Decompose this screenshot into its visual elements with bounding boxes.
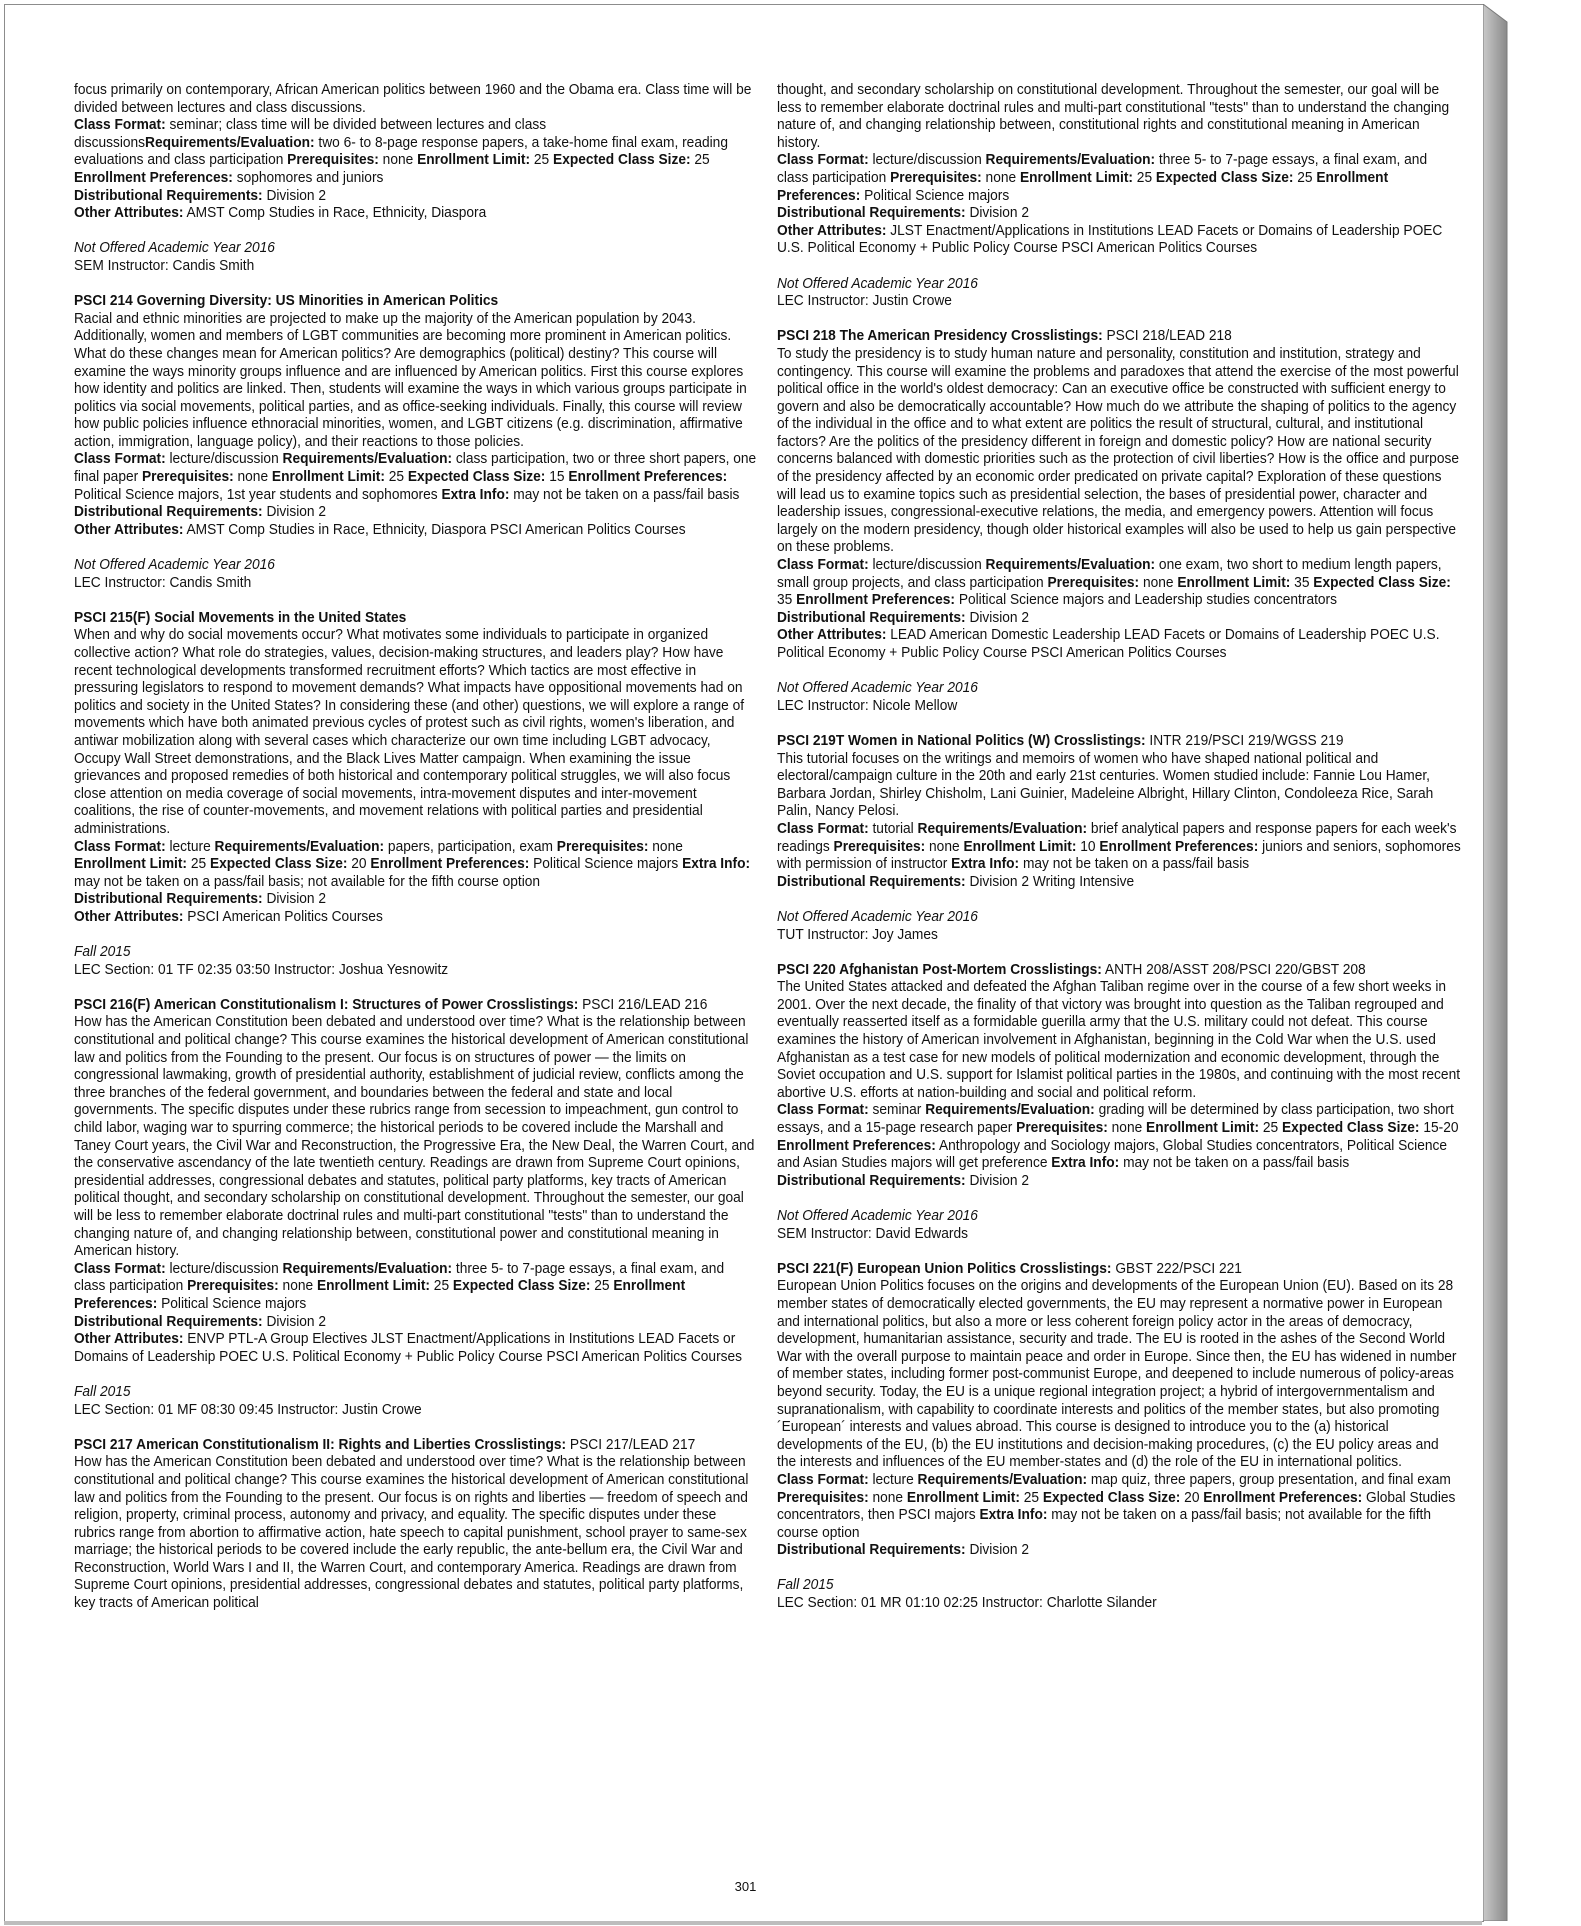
detail-label: Enrollment Limit: — [1146, 1119, 1260, 1137]
detail-value: three 5- to 7-page essays, a final exam, and class participation — [777, 151, 1428, 186]
course-details — [777, 873, 1461, 891]
detail-label: Distributional Requirements: — [777, 1171, 966, 1189]
detail-value: map quiz, three papers, group presentation, and final exam — [1087, 1470, 1451, 1488]
term-note — [777, 908, 1461, 926]
course-details — [777, 609, 1461, 627]
detail-value: 25 — [1259, 1119, 1283, 1137]
course-details — [777, 204, 1461, 222]
detail-value: JLST Enactment/Applications in Institutions LEAD Facets or Domains of Leadership POEC U.S. Political Economy + Public Policy Course PSCI American Politics Courses — [777, 221, 1443, 257]
detail-value: sophomores and juniors — [232, 168, 384, 186]
detail-value: 25 — [590, 1277, 614, 1295]
detail-label: Prerequisites: — [287, 151, 379, 169]
detail-value: 10 — [1076, 837, 1100, 855]
detail-label: Other Attributes: — [777, 221, 887, 239]
body-text: How has the American Constitution been debated and understood over time? What is the relationship between constitutional and political change? This course examines the historical development of American constitutional law and politics from the Founding to the present. Our focus is on rights and liberties — freedom of speech and religion, property, criminal process, autonomy and privacy, and equality. The specific disputes under these rubrics range from abortion to affirmative action, hate speech to capital punishment, school prayer to same-sex marriage; the historical periods to be covered include the early republic, the ante-bellum era, the Civil War and Reconstruction, World Wars I and II, the Warren Court, and contemporary America. Readings are drawn from Supreme Court opinions, presidential addresses, congressional debates and statutes, political party platforms, key tracts of American political — [74, 1453, 749, 1612]
detail-value: 25 — [384, 468, 408, 486]
term-text: Not Offered Academic Year 2016 — [777, 907, 978, 925]
detail-value: may not be taken on a pass/fail basis — [1119, 1154, 1350, 1172]
term-text: Fall 2015 — [74, 1382, 131, 1400]
detail-label: Other Attributes: — [74, 204, 184, 222]
detail-label: Extra Info: — [1051, 1154, 1120, 1172]
course-details — [777, 820, 1461, 873]
detail-value: AMST Comp Studies in Race, Ethnicity, Diaspora — [183, 204, 487, 222]
detail-value: none — [868, 1488, 907, 1506]
spacer — [777, 257, 1461, 275]
term-text: Fall 2015 — [74, 943, 131, 961]
course-details — [777, 1101, 1461, 1171]
detail-label: Enrollment Limit: — [963, 837, 1077, 855]
detail-value: lecture/discussion — [868, 151, 986, 169]
crosslisting-value: INTR 219/PSCI 219/WGSS 219 — [1145, 731, 1344, 749]
detail-value: none — [233, 468, 272, 486]
body-text: SEM Instructor: David Edwards — [777, 1224, 968, 1242]
detail-label: Expected Class Size: — [1313, 573, 1451, 591]
detail-value: 25 — [187, 855, 210, 873]
body-text: LEC Section: 01 MF 08:30 09:45 Instructor: Justin Crowe — [74, 1400, 422, 1418]
detail-value: 25 — [1132, 168, 1156, 186]
detail-label: Prerequisites: — [1047, 573, 1140, 591]
detail-label: Other Attributes: — [74, 520, 184, 538]
spacer — [777, 1559, 1461, 1577]
spacer — [777, 890, 1461, 908]
body-text: LEC Instructor: Candis Smith — [74, 573, 252, 591]
course-details — [777, 151, 1461, 204]
detail-label: Enrollment Preferences: — [777, 1136, 936, 1154]
detail-value: Division 2 — [965, 204, 1030, 222]
course-title-text: PSCI 219T Women in National Politics (W) Crosslistings: — [777, 731, 1146, 749]
course-details — [74, 521, 758, 539]
detail-value: none — [378, 151, 418, 169]
course-title — [777, 961, 1461, 979]
crosslisting-value: GBST 222/PSCI 221 — [1111, 1259, 1242, 1277]
course-title — [777, 732, 1461, 750]
detail-value: seminar — [868, 1101, 926, 1119]
body-text: LEC Instructor: Justin Crowe — [777, 292, 952, 310]
detail-value: 25 — [1019, 1488, 1043, 1506]
spacer — [777, 943, 1461, 961]
crosslisting-value: PSCI 216/LEAD 216 — [578, 995, 708, 1013]
detail-label: Expected Class Size: — [1282, 1119, 1420, 1137]
detail-value: Division 2 — [965, 1541, 1030, 1559]
course-title-text: PSCI 218 The American Presidency Crosslistings: — [777, 327, 1103, 345]
detail-value: Anthropology and Sociology majors, Global Studies concentrators, Political Science and Asian Studies majors will get preference — [777, 1136, 1448, 1172]
course-details — [74, 890, 758, 908]
course-title — [74, 609, 758, 627]
detail-value: tutorial — [868, 819, 918, 837]
detail-label: Other Attributes: — [74, 907, 184, 925]
detail-value: lecture — [868, 1470, 918, 1488]
detail-label: Enrollment Preferences: — [568, 468, 728, 486]
detail-value: Division 2 Writing Intensive — [965, 872, 1135, 890]
term-note — [777, 679, 1461, 697]
spacer — [777, 1189, 1461, 1207]
detail-value: PSCI American Politics Courses — [183, 907, 383, 925]
course-details — [74, 503, 758, 521]
detail-label: Enrollment Limit: — [417, 151, 531, 169]
crosslisting-value: PSCI 218/LEAD 218 — [1102, 327, 1232, 345]
term-note — [777, 275, 1461, 293]
detail-label: Enrollment Limit: — [1019, 168, 1133, 186]
term-note — [74, 943, 758, 961]
detail-label: Enrollment Limit: — [906, 1488, 1020, 1506]
detail-label: Enrollment Preferences: — [796, 591, 956, 609]
detail-value: Political Science majors, 1st year students and sophomores — [74, 485, 442, 503]
detail-value: one exam, two short to medium length papers, small group projects, and class participation — [777, 556, 1442, 591]
detail-value: none — [925, 837, 964, 855]
page-number: 301 — [734, 1879, 757, 1894]
spacer — [777, 662, 1461, 680]
course-details — [777, 1172, 1461, 1190]
body-text: Racial and ethnic minorities are projected to make up the majority of the American population by 2043. Additionally, women and members of LGBT communities are becoming more prominent in American politics. What do these changes mean for American politics? Are demographics (political) destiny? This course will examine the ways minority groups influence and are influenced by American politics. First this course explores how identity and politics are linked. Then, students will examine the ways in which various groups participate in politics via social movements, political parties, and as office-seeking individuals. Finally, this course will review how public policies influence ethnoracial minorities, women, and LGBT citizens (e.g. discrimination, affirmative action, immigration, language policy), and their reactions to those policies. — [74, 309, 747, 450]
detail-label: Requirements/Evaluation: — [985, 151, 1156, 169]
detail-value: 35 — [777, 591, 797, 609]
detail-label: Enrollment Preferences: — [1203, 1488, 1363, 1506]
detail-value: Division 2 — [965, 608, 1030, 626]
course-details — [74, 1313, 758, 1331]
detail-value: none — [1107, 1119, 1147, 1137]
detail-label: Expected Class Size: — [1042, 1488, 1181, 1506]
detail-label: Prerequisites: — [142, 468, 234, 486]
course-title-text: PSCI 220 Afghanistan Post-Mortem Crosslistings: — [777, 960, 1102, 978]
spacer — [74, 1365, 758, 1383]
detail-value: Division 2 — [262, 186, 327, 204]
detail-value: none — [648, 837, 683, 855]
body-text: LEC Section: 01 MR 01:10 02:25 Instructor: Charlotte Silander — [777, 1594, 1157, 1612]
detail-label: Requirements/Evaluation: — [145, 133, 315, 151]
page-shadow-right — [1483, 4, 1579, 1921]
detail-value: Political Science majors — [529, 855, 683, 873]
detail-value: lecture — [165, 837, 215, 855]
term-text: Not Offered Academic Year 2016 — [74, 556, 275, 574]
body-text: This tutorial focuses on the writings and memoirs of women who have shaped national political and electoral/campaign culture in the 20th and early 21st centuries. Women studied include: Fannie Lou Hamer, Barbara Jordan, Shirley Chisholm, Lani Guinier, Madeleine Albright, Hillary Clinton, Condoleeza Rice, Sarah Palin, Nancy Pelosi. — [777, 749, 1434, 820]
detail-value: ENVP PTL-A Group Electives JLST Enactment/Applications in Institutions LEAD Facets or Domains of Leadership POEC U.S. Political Economy + Public Policy Course PSCI American Politics Courses — [74, 1330, 743, 1365]
crosslisting-value: ANTH 208/ASST 208/PSCI 220/GBST 208 — [1101, 960, 1366, 978]
detail-value: papers, participation, exam — [384, 837, 557, 855]
course-details — [74, 187, 758, 205]
detail-label: Distributional Requirements: — [777, 608, 966, 626]
detail-label: Distributional Requirements: — [74, 1312, 263, 1330]
course-details — [777, 626, 1461, 661]
detail-label: Distributional Requirements: — [74, 890, 263, 908]
detail-label: Distributional Requirements: — [777, 872, 966, 890]
detail-value: none — [1139, 573, 1178, 591]
detail-value: two 6- to 8-page response papers, a take-home final exam, reading evaluations and class participation — [74, 133, 728, 169]
detail-value: may not be taken on a pass/fail basis; not available for the fifth course option — [777, 1506, 1431, 1541]
body-text: SEM Instructor: Candis Smith — [74, 256, 255, 274]
detail-label: Extra Info: — [682, 855, 751, 873]
spacer — [777, 714, 1461, 732]
detail-value: may not be taken on a pass/fail basis — [1019, 855, 1250, 873]
body-text: How has the American Constitution been debated and understood over time? What is the relationship between constitutional and political change? This course examines the historical development of American constitutional law and politics from the Founding to the present. Our focus is on structures of power — the limits on congressional lawmaking, growth of presidential authority, establishment of judicial review, conflicts among the three branches of the federal government, and boundaries between the federal and state and local governments. The specific disputes under these rubrics range from secession to impeachment, gun control to child labor, waging war to spurring commerce; the historical periods to be covered include the Marshall and Taney Court years, the Civil War and Reconstruction, the Progressive Era, the New Deal, the Warren Court, and the conservative ascendancy of the late twentieth century. Readings are drawn from Supreme Court opinions, presidential addresses, congressional debates and statutes, political party platforms, key tracts of American political thought, and secondary scholarship on constitutional development. Throughout the semester, our goal will be less to remember elaborate doctrinal rules and multi-part constitutional "tests" than to understand the changing nature of, and changing relationship between, constitutional power and constitutional meaning in American history. — [74, 1013, 755, 1260]
detail-label: Prerequisites: — [833, 837, 926, 855]
detail-label: Expected Class Size: — [553, 151, 691, 169]
detail-label: Prerequisites: — [556, 837, 649, 855]
body-text: The United States attacked and defeated the Afghan Taliban regime over in the course of a few short weeks in 2001. Over the next decade, the finality of that victory was brought into question as the Taliban regrouped and eventually reasserted itself as a formidable guerilla army that the U.S. military could not defeat. This course examines the history of American involvement in Afghanistan, beginning in the Cold War when the U.S. used Afghanistan as a test case for new models of political modernization and economic development, through the Soviet occupation and U.S. support for Islamist political parties in the 1980s, and continuing with the most recent abortive U.S. efforts at nation-building and social and political reform. — [777, 978, 1461, 1101]
detail-label: Requirements/Evaluation: — [282, 450, 453, 468]
detail-label: Class Format: — [74, 116, 166, 134]
detail-value: Division 2 — [262, 890, 327, 908]
detail-value: Political Science majors — [860, 186, 1010, 204]
body-text: thought, and secondary scholarship on constitutional development. Throughout the semester, our goal will be less to remember elaborate doctrinal rules and multi-part constitutional "tests" than to understand the changing nature of, and changing relationship between, constitutional rights and constitutional meaning in American history. — [777, 81, 1450, 151]
detail-label: Distributional Requirements: — [74, 503, 263, 521]
body-text: When and why do social movements occur? What motivates some individuals to participate in organized collective action? What role do strategies, values, decision-making structures, and leaders play? How have recent technological developments transformed recruitment efforts? Which tactics are most effective in pressuring legislators to respond to movement demands? What impacts have oppositional movements had on politics and society in the United States? In considering these (and other) questions, we will explore a range of movements which have both animated previous cycles of protest such as civil rights, women's liberation, and antiwar mobilization along with several cases which characterize our own time including LGBT advocacy, Occupy Wall Street demonstrations, and the Black Lives Matter campaign. When examining the issue grievances and proposed remedies of both historical and contemporary political struggles, we will also focus close attention on media coverage of social movements, intra-movement disputes and inter-movement coalitions, the rise of counter-movements, and movement relations with political parties and presidential administrations. — [74, 626, 745, 837]
course-details — [777, 556, 1461, 609]
term-text: Not Offered Academic Year 2016 — [74, 239, 275, 257]
course-title — [74, 1436, 758, 1454]
term-text: Not Offered Academic Year 2016 — [777, 679, 978, 697]
detail-value: 20 — [1180, 1488, 1204, 1506]
page-shadow-bottom — [4, 1921, 1482, 1925]
spacer — [74, 538, 758, 556]
detail-label: Enrollment Limit: — [271, 468, 385, 486]
document-page — [4, 4, 1484, 1922]
detail-value: none — [278, 1277, 317, 1295]
spacer — [74, 978, 758, 996]
detail-label: Class Format: — [74, 1259, 166, 1277]
course-title-text: PSCI 221(F) European Union Politics Crosslistings: — [777, 1259, 1112, 1277]
detail-label: Enrollment Preferences: — [74, 168, 233, 186]
detail-value: 15-20 — [1419, 1119, 1459, 1137]
term-text: Fall 2015 — [777, 1576, 834, 1594]
term-text: Not Offered Academic Year 2016 — [777, 1207, 978, 1224]
detail-value: Division 2 — [262, 1312, 327, 1330]
course-title — [777, 1260, 1461, 1278]
detail-label: Requirements/Evaluation: — [214, 837, 385, 855]
right-column — [777, 81, 1461, 1612]
detail-value: 25 — [530, 151, 554, 169]
detail-label: Requirements/Evaluation: — [985, 556, 1156, 574]
detail-value: grading will be determined by class participation, two short essays, and a 15-page research paper — [777, 1101, 1454, 1137]
detail-value: 35 — [1290, 573, 1314, 591]
body-text: LEC Instructor: Nicole Mellow — [777, 696, 958, 714]
detail-value: 15 — [545, 468, 569, 486]
detail-label: Requirements/Evaluation: — [917, 819, 1088, 837]
body-text: focus primarily on contemporary, African American politics between 1960 and the Obama era. Class time will be divided between lectures and class discussions. — [74, 81, 752, 116]
detail-label: Enrollment Limit: — [74, 855, 188, 873]
detail-label: Enrollment Limit: — [316, 1277, 430, 1295]
body-text: LEC Section: 01 TF 02:35 03:50 Instructor: Joshua Yesnowitz — [74, 960, 449, 978]
detail-value: 25 — [1293, 168, 1317, 186]
detail-value: lecture/discussion — [165, 450, 283, 468]
detail-label: Class Format: — [777, 556, 869, 574]
course-details — [777, 222, 1461, 257]
detail-value: may not be taken on a pass/fail basis — [509, 485, 740, 503]
detail-label: Enrollment Limit: — [1177, 573, 1291, 591]
detail-value: may not be taken on a pass/fail basis; not available for the fifth course option — [74, 872, 541, 890]
course-title — [74, 292, 758, 310]
detail-label: Expected Class Size: — [1155, 168, 1294, 186]
course-details — [74, 116, 758, 186]
term-note — [74, 1383, 758, 1401]
course-title-text: PSCI 215(F) Social Movements in the United States — [74, 608, 407, 626]
detail-value: Division 2 — [965, 1171, 1030, 1189]
detail-label: Enrollment Preferences: — [370, 855, 530, 873]
course-details — [74, 204, 758, 222]
detail-label: Class Format: — [777, 1101, 869, 1119]
detail-label: Class Format: — [74, 837, 166, 855]
detail-label: Distributional Requirements: — [777, 1541, 966, 1559]
detail-value: AMST Comp Studies in Race, Ethnicity, Diaspora PSCI American Politics Courses — [183, 520, 686, 538]
course-details — [777, 1471, 1461, 1541]
detail-label: Expected Class Size: — [407, 468, 546, 486]
detail-label: Prerequisites: — [1016, 1119, 1108, 1137]
body-text: European Union Politics focuses on the origins and developments of the European Union (EU). Based on its 28 member states of democratically elected governments, the EU may represent a normative power in European and international politics, but also a more or less coherent foreign policy actor in the areas of democracy, development, humanitarian assistance, security and trade. The EU is rooted in the ashes of the Second World War with the overall purpose to maintain peace and order in Europe. Since then, the EU has widened in number of member states, including former post-communist Europe, and deepened to include numerous of policy-areas beyond security. Today, the EU is a unique regional integration project; a hybrid of intergovernmentalism and supranationalism, with capability to coordinate interests and politics of the member states, but also promoting ´European´ interests and values abroad. This course is designed to introduce you to the (a) historical developments of the EU, (b) the EU institutions and decision-making procedures, (c) the EU policy areas and the interests and influences of the EU member-states and (d) the role of the EU in international politics. — [777, 1277, 1457, 1471]
spacer — [74, 1418, 758, 1436]
detail-label: Expected Class Size: — [452, 1277, 591, 1295]
spacer — [74, 275, 758, 293]
detail-label: Prerequisites: — [777, 1488, 869, 1506]
body-text: TUT Instructor: Joy James — [777, 925, 938, 943]
course-title — [777, 327, 1461, 345]
detail-label: Class Format: — [777, 151, 869, 169]
course-details — [74, 450, 758, 503]
spacer — [74, 222, 758, 240]
detail-label: Prerequisites: — [890, 168, 982, 186]
term-note — [777, 1576, 1461, 1594]
course-title-text: PSCI 214 Governing Diversity: US Minorities in American Politics — [74, 292, 499, 310]
crosslisting-value: PSCI 217/LEAD 217 — [566, 1435, 696, 1453]
course-details — [777, 1541, 1461, 1559]
course-details — [74, 1260, 758, 1313]
detail-label: Enrollment Preferences: — [74, 1277, 686, 1312]
term-note — [777, 1207, 1461, 1225]
detail-value: brief analytical papers and response papers for each week's readings — [777, 819, 1457, 855]
course-details — [74, 908, 758, 926]
detail-value: juniors and seniors, sophomores with permission of instructor — [777, 837, 1461, 873]
detail-value: Global Studies concentrators, then PSCI majors — [777, 1488, 1456, 1524]
detail-value: lecture/discussion — [165, 1259, 283, 1277]
detail-label: Extra Info: — [441, 485, 510, 503]
detail-value: Political Science majors and Leadership studies concentrators — [955, 591, 1338, 609]
term-text: Not Offered Academic Year 2016 — [777, 274, 978, 292]
detail-label: Class Format: — [777, 1470, 869, 1488]
detail-value: three 5- to 7-page essays, a final exam, and class participation — [74, 1259, 725, 1295]
detail-value: seminar; class time will be divided between lectures and class discussions — [74, 116, 547, 151]
detail-label: Class Format: — [777, 819, 869, 837]
detail-label: Distributional Requirements: — [777, 204, 966, 222]
term-note — [74, 556, 758, 574]
course-details — [74, 1330, 758, 1365]
detail-value: lecture/discussion — [868, 556, 986, 574]
detail-label: Enrollment Preferences: — [1099, 837, 1259, 855]
detail-value: 25 — [429, 1277, 453, 1295]
detail-label: Requirements/Evaluation: — [925, 1101, 1095, 1119]
detail-value: Division 2 — [262, 503, 327, 521]
body-text: To study the presidency is to study human nature and personality, constitution and institution, strategy and contingency. This course will examine the problems and paradoxes that attend the exercise of the most powerful political office in the world's oldest democracy: Can an executive office be constructed with sufficient energy to govern and also be democratically accountable? How much do we attribute the shaping of politics to the agency of the individual in the office and to what extent are politics the result of structural, cultural, and institutional factors? Are the politics of the presidency different in foreign and domestic policy? How are national security concerns balanced with domestic priorities such as the protection of civil liberties? How is the office and purpose of the presidency affected by an economic order predicated on private capital? Exploration of these questions will lead us to examine topics such as presidential selection, the bases of presidential power, character and leadership issues, congressional-executive relations, the media, and emergency powers. Attention will focus largely on the modern presidency, though older historical examples will also be used to help us gain perspective on these problems. — [777, 344, 1459, 556]
detail-label: Expected Class Size: — [209, 855, 348, 873]
course-title-text: PSCI 216(F) American Constitutionalism I: Structures of Power Crosslistings: — [74, 995, 579, 1013]
detail-value: 25 — [690, 151, 710, 169]
detail-label: Requirements/Evaluation: — [282, 1259, 453, 1277]
detail-label: Prerequisites: — [187, 1277, 279, 1295]
left-column — [74, 81, 758, 1612]
detail-value: none — [981, 168, 1020, 186]
detail-label: Requirements/Evaluation: — [917, 1470, 1088, 1488]
detail-label: Class Format: — [74, 450, 166, 468]
detail-value: LEAD American Domestic Leadership LEAD Facets or Domains of Leadership POEC U.S. Political Economy + Public Policy Course PSCI American Politics Courses — [777, 626, 1440, 661]
course-title — [74, 996, 758, 1014]
term-note — [74, 239, 758, 257]
detail-label: Extra Info: — [979, 1506, 1048, 1524]
spacer — [74, 591, 758, 609]
detail-value: Political Science majors — [157, 1294, 307, 1312]
detail-label: Enrollment Preferences: — [777, 168, 1389, 204]
spacer — [777, 310, 1461, 328]
detail-label: Extra Info: — [951, 855, 1020, 873]
detail-label: Other Attributes: — [777, 626, 887, 644]
spacer — [777, 1242, 1461, 1260]
detail-label: Other Attributes: — [74, 1330, 184, 1348]
detail-value: class participation, two or three short papers, one final paper — [74, 450, 757, 486]
detail-label: Distributional Requirements: — [74, 186, 263, 204]
spacer — [74, 926, 758, 944]
detail-value: 20 — [347, 855, 371, 873]
course-details — [74, 838, 758, 891]
course-title-text: PSCI 217 American Constitutionalism II: Rights and Liberties Crosslistings: — [74, 1435, 567, 1453]
